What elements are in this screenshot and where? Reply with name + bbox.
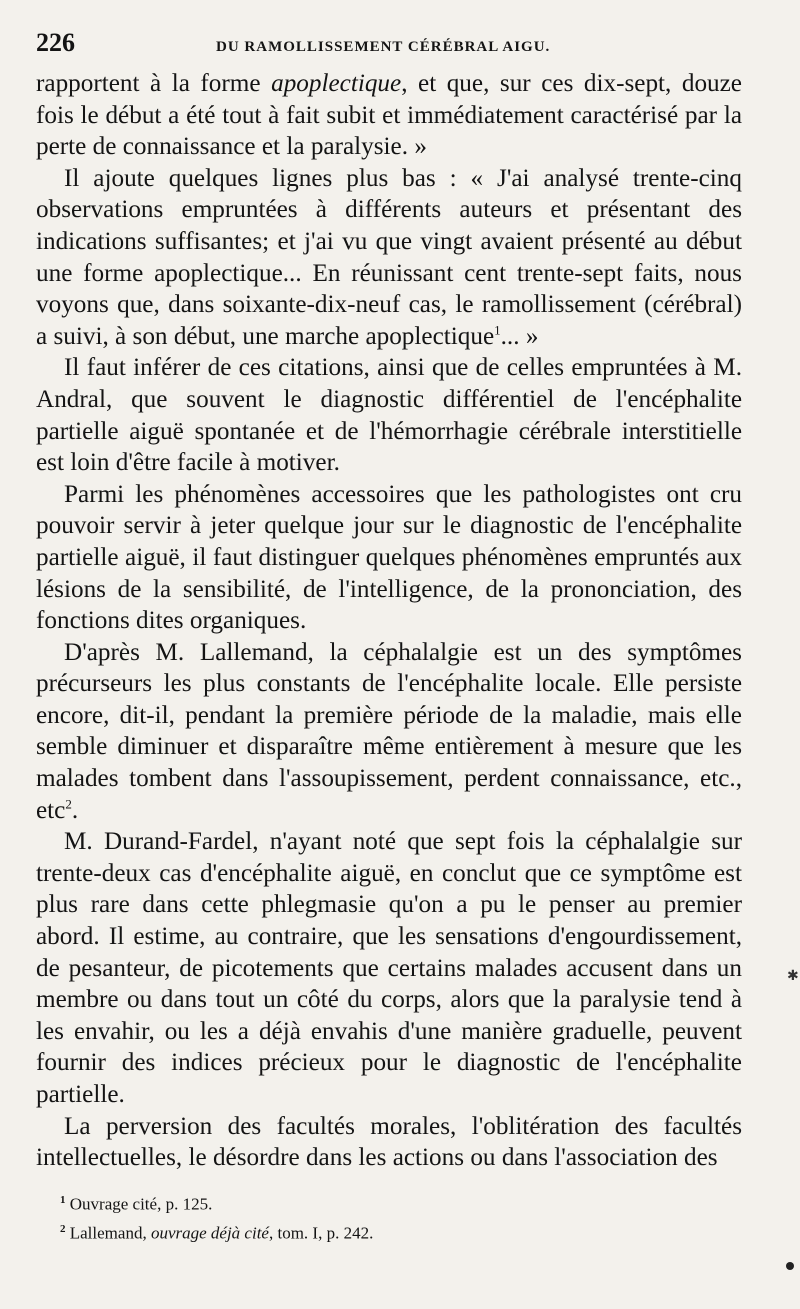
text-run: ... » (500, 322, 539, 350)
footnotes (60, 1188, 740, 1245)
footnote (60, 1188, 740, 1217)
paragraph (36, 163, 742, 353)
footnote (60, 1217, 740, 1246)
running-head: DU RAMOLLISSEMENT CÉRÉBRAL AIGU. (216, 39, 551, 55)
text-run: D'après M. Lallemand, la céphalalgie est un des symptômes précurseurs les plus constants de l'encéphalite locale. Elle persiste encore, dit-il, pendant la première période de la maladie, mais elle semble diminuer et disparaître même entièrement à mesure que les malades tombent dans l'assoupissement, perdent connaissance, etc., etc (36, 638, 742, 824)
text-run: . (71, 796, 79, 824)
italic-text: apoplectique (271, 70, 402, 97)
footnote-mark: 2 (60, 1222, 66, 1235)
margin-asterisk-mark: ✱ (787, 969, 799, 984)
body-text (36, 68, 742, 1174)
paragraph (36, 637, 742, 827)
paragraph (36, 479, 742, 637)
text-run: M. Durand-Fardel, n'ayant noté que sept fois la céphalalgie sur trente-deux cas d'encéphalite aiguë, en conclut que ce symptôme est plus rare dans cette phlegmasie qu'on a pu le penser au premier abord. Il estime, au contraire, que les sensations d'engourdissement, de pesanteur, de picotements que certains malades accusent dans un membre ou dans tout un côté du corps, alors que la paralysie tend à les envahir, ou les a déjà envahis d'une manière graduelle, peuvent fournir des indices précieux pour le diagnostic de l'encéphalite partielle. (36, 828, 742, 1108)
footnote-reference: 2 (65, 796, 72, 812)
paragraph (36, 352, 742, 478)
page-number: 226 (36, 28, 75, 57)
text-run: Il ajoute quelques lignes plus bas : « J'ai analysé trente-cinq observations empruntées à différents auteurs et présentant des indications suffisantes; et j'ai vu que vingt avaient présenté au début une forme apoplectique... En réunissant cent trente-sept faits, nous voyons que, dans soixante-dix-neuf cas, le ramollissement (cérébral) a suivi, à son début, une marche apoplectique (36, 164, 742, 350)
footnote-reference: 1 (494, 322, 501, 338)
text-run: Lallemand, (69, 1223, 151, 1243)
text-run: , et que, sur ces dix-sept, douze fois le début a été tout à fait subit et immédiatement caractérisé par la perte de connaissance et la paralysie. » (36, 70, 742, 161)
ink-dot-mark (786, 1262, 794, 1270)
paragraph (36, 1111, 742, 1174)
italic-text: ouvrage déjà cité (150, 1223, 269, 1243)
paragraph (36, 826, 742, 1110)
page-header (36, 28, 742, 64)
footnote-mark: 1 (60, 1194, 66, 1206)
text-run: La perversion des facultés morales, l'oblitération des facultés intellectuelles, le désordre dans les actions ou dans l'association des (36, 1112, 742, 1172)
book-page (36, 28, 742, 1174)
text-run: Il faut inférer de ces citations, ainsi que de celles empruntées à M. Andral, que souvent le diagnostic différentiel de l'encéphalite partielle aiguë spontanée et de l'hémorrhagie cérébrale interstitielle est loin d'être facile à motiver. (36, 354, 742, 477)
paragraph (36, 68, 742, 163)
text-run: rapportent à la forme (36, 70, 272, 97)
text-run: Ouvrage cité, p. 125. (69, 1194, 213, 1214)
text-run: , tom. I, p. 242. (268, 1223, 374, 1243)
text-run: Parmi les phénomènes accessoires que les pathologistes ont cru pouvoir servir à jeter quelque jour sur le diagnostic de l'encéphalite partielle aiguë, il faut distinguer quelques phénomènes empruntés aux lésions de la sensibilité, de l'intelligence, de la prononciation, des fonctions dites organiques. (36, 480, 742, 635)
